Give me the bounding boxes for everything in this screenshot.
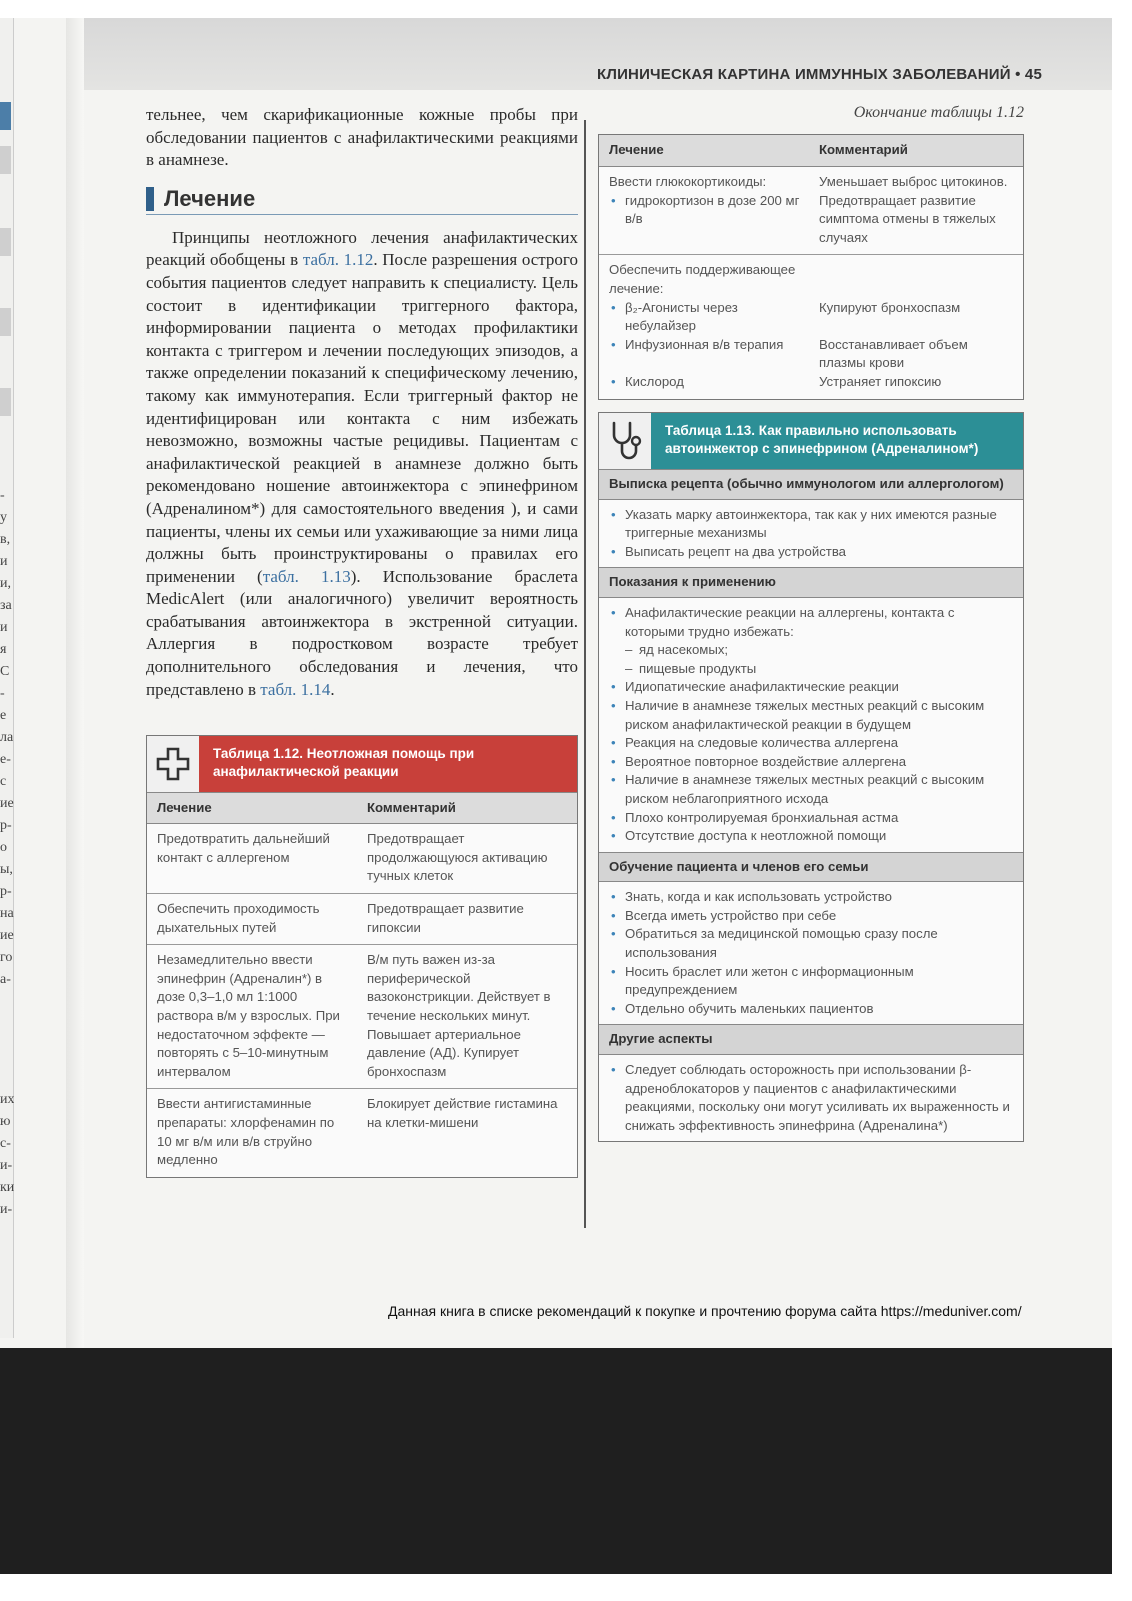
left-column	[146, 104, 578, 1178]
list-item: • Всегда иметь устройство при себе	[609, 907, 1013, 926]
section-heading: Выписка рецепта (обычно иммунологом или аллергологом)	[599, 469, 1023, 500]
bleed-fragment: р-	[0, 818, 12, 833]
treatment-cell: Незамедлительно ввести эпинефрин (Адреналин*) в дозе 0,3–1,0 мл 1:1000 раствора в/м у взрослых. При недостаточном эффекте — повторять с 5–10-минутным интервалом	[157, 952, 340, 1079]
bleed-fragment: и	[0, 554, 8, 569]
intro-paragraph: тельнее, чем скарификационные кожные пробы при обследовании пациентов с анафилактическими реакциями в анамнезе.	[146, 105, 578, 170]
list-item: • β₂-Агонисты через небулайзер	[609, 299, 801, 336]
list-item: • Анафилактические реакции на аллергены, контакта с которыми трудно избежать:	[609, 604, 1013, 641]
section-bar-icon	[146, 187, 154, 211]
treatment-cell	[599, 299, 811, 336]
gutter-tab	[0, 308, 11, 336]
continuation-label: Окончание таблицы 1.12	[853, 104, 1024, 121]
bleed-fragment: в,	[0, 532, 11, 547]
scan-right-margin	[1112, 0, 1132, 1601]
column-header-treatment: Лечение	[157, 799, 212, 815]
bleed-fragment: и,	[0, 576, 11, 591]
section-body	[599, 1055, 1023, 1141]
comment-cell: Восстанавливает объем плазмы крови	[819, 336, 968, 371]
bleed-fragment: го	[0, 950, 13, 965]
table-link-1-13[interactable]: табл. 1.13	[262, 566, 351, 586]
list-item: • Кислород	[609, 373, 801, 392]
bleed-fragment: о	[0, 840, 7, 855]
text-run: . После разрешения острого события пациентов следует направить к специалисту. Цель состоит в идентификации триггерного фактора, информировании пациента о методах профилактики контакта с триггером и лечении последующих эпизодов, а также определении показаний к специфическому лечению, такому как иммунотерапия. Если триггерный фактор не идентифицирован или контакта с ним избежать невозможно, возможны частые рецидивы. Пациентам с анафилактической реакцией в анамнезе должно быть рекомендовано ношение автоинжектора с эпинефрином (Адреналином*) для самостоятельного введения ), и сами пациенты, члены их семьи или ухаживающие за ними лица должны быть проинструктированы о правилах его применении (	[146, 250, 578, 586]
treatment-cell	[599, 336, 811, 373]
table-column-headers	[599, 135, 1023, 167]
list-item: • Реакция на следовые количества аллергена	[609, 734, 1013, 753]
table-body	[147, 824, 577, 1177]
gutter-tab	[0, 102, 11, 130]
bleed-fragment: с	[0, 774, 7, 789]
cell-text: Обеспечить поддерживающее лечение:	[609, 262, 796, 296]
bleed-fragment: е	[0, 708, 7, 723]
medical-cross-icon	[147, 736, 199, 792]
list-item: • Наличие в анамнезе тяжелых местных реакций с высоким риском анафилактической реакции в будущем	[609, 697, 1013, 734]
section-heading: Показания к применению	[599, 567, 1023, 598]
bleed-fragment: -	[0, 686, 5, 701]
supportive-cell	[599, 261, 1023, 391]
bleed-fragment: ла	[0, 730, 14, 745]
table-row	[147, 1089, 577, 1176]
bullet-list	[609, 1061, 1013, 1135]
supportive-item-row	[599, 299, 1023, 336]
bullet-list	[609, 336, 801, 355]
treatment-cell	[599, 173, 811, 247]
table-1-13	[598, 412, 1024, 1142]
list-item: • Инфузионная в/в терапия	[609, 336, 801, 355]
table-column-headers	[147, 792, 577, 824]
table-link-1-14[interactable]: табл. 1.14	[260, 679, 331, 699]
bleed-fragment: С	[0, 664, 10, 679]
table-row	[147, 945, 577, 1089]
list-item: • Идиопатические анафилактические реакции	[609, 678, 1013, 697]
comment-cell: В/м путь важен из-за периферической вазоконстрикции. Действует в течение нескольких минут. Повышает артериальное давление (АД). Купирует бронхоспазм	[367, 952, 551, 1079]
bleed-fragment: у	[0, 510, 7, 525]
text-run: Принципы неотложного лечения анафилактических реакций обобщены в	[146, 227, 578, 270]
comment-cell: Устраняет гипоксию	[819, 373, 942, 389]
comment-cell: Предотвращает продолжающуюся активацию тучных клеток	[367, 831, 548, 884]
bleed-fragment: с-	[0, 1136, 11, 1151]
table-row	[147, 894, 577, 945]
column-header-comment: Комментарий	[367, 799, 456, 815]
sub-list-item: – яд насекомых;	[625, 641, 1013, 660]
page-fold-shadow	[66, 18, 84, 1348]
list-item: • Отсутствие доступа к неотложной помощи	[609, 827, 1013, 846]
list-item: • Знать, когда и как использовать устройство	[609, 888, 1013, 907]
list-item: • Обратиться за медицинской помощью сразу после использования	[609, 925, 1013, 962]
table-link-1-12[interactable]: табл. 1.12	[302, 250, 374, 270]
comment-cell: Предотвращает развитие гипоксии	[367, 901, 524, 935]
bullet-list	[609, 373, 801, 392]
list-item: • Выписать рецепт на два устройства	[609, 543, 1013, 562]
bleed-fragment: ю	[0, 1114, 11, 1129]
treatment-cell: Обеспечить проходимость дыхательных путей	[157, 901, 320, 935]
bleed-fragment: ие	[0, 796, 14, 811]
sub-list-item: – пищевые продукты	[625, 660, 1013, 679]
table-title: Таблица 1.13. Как правильно использовать автоинжектор с эпинефрином (Адреналином*)	[651, 413, 1023, 469]
treatment-paragraph	[146, 227, 578, 701]
list-item: • гидрокортизон в дозе 200 мг в/в	[609, 192, 801, 229]
gutter-tab	[0, 146, 11, 174]
bullet-list	[609, 506, 1013, 562]
bullet-list	[609, 604, 1013, 641]
bleed-fragment: ие	[0, 928, 14, 943]
dash-list	[609, 641, 1013, 678]
scanner-bed	[0, 1348, 1132, 1601]
table-1-12-continued	[598, 134, 1024, 400]
cell-text: Ввести глюкокортикоиды:	[609, 174, 767, 189]
bleed-fragment: р-	[0, 884, 12, 899]
table-1-12	[146, 735, 578, 1178]
bullet-list	[609, 299, 801, 336]
treatment-cell: Предотвратить дальнейший контакт с аллергеном	[157, 831, 330, 865]
footer-note: Данная книга в списке рекомендаций к покупке и прочтению форума сайта https://meduniver.com/	[388, 1303, 1022, 1319]
bleed-fragment: и	[0, 620, 8, 635]
bleed-fragment: и-	[0, 1202, 13, 1217]
list-item: • Указать марку автоинжектора, так как у них имеются разные триггерные механизмы	[609, 506, 1013, 543]
running-head: КЛИНИЧЕСКАЯ КАРТИНА ИММУННЫХ ЗАБОЛЕВАНИЙ • 45	[596, 66, 1042, 83]
bleed-fragment: за	[0, 598, 12, 613]
stethoscope-icon	[599, 413, 651, 469]
list-item: • Отдельно обучить маленьких пациентов	[609, 1000, 1013, 1019]
comment-cell: Блокирует действие гистамина на клетки-мишени	[367, 1096, 558, 1130]
section-body	[599, 500, 1023, 568]
bleed-fragment: ы,	[0, 862, 13, 877]
section-heading	[146, 186, 578, 215]
bleed-fragment: а-	[0, 972, 11, 987]
section-title: Лечение	[164, 185, 256, 211]
comment-cell: Купируют бронхоспазм	[819, 299, 961, 315]
comment-cell: Уменьшает выброс цитокинов. Предотвращает развитие симптома отмены в тяжелых случаях	[819, 174, 1008, 245]
treatment-cell: Ввести антигистаминные препараты: хлорфенамин по 10 мг в/м или в/в струйно медленно	[157, 1096, 335, 1168]
gutter-tab	[0, 388, 11, 416]
section-heading: Другие аспекты	[599, 1024, 1023, 1055]
bleed-fragment: ки	[0, 1180, 14, 1195]
bleed-fragment: е-	[0, 752, 11, 767]
bleed-fragment: на	[0, 906, 14, 921]
column-header-comment: Комментарий	[819, 142, 908, 158]
supportive-items	[599, 299, 1023, 392]
list-item: • Следует соблюдать осторожность при использовании β-адреноблокаторов у пациентов с анафилактическими реакциями, поскольку они могут усиливать их выраженность и снижать эффективность эпинефрина (Адреналина*)	[609, 1061, 1013, 1135]
bleed-fragment: их	[0, 1092, 14, 1107]
table-row	[147, 824, 577, 894]
list-item: • Плохо контролируемая бронхиальная астма	[609, 809, 1013, 828]
text-run: .	[330, 679, 335, 699]
table-header	[599, 413, 1023, 469]
supportive-item-row	[599, 336, 1023, 373]
table-body	[599, 469, 1023, 1141]
table-row	[599, 255, 1023, 398]
gutter-tab	[0, 228, 11, 256]
bleed-fragment: -	[0, 488, 5, 503]
section-heading: Обучение пациента и членов его семьи	[599, 852, 1023, 883]
section-body	[599, 882, 1023, 1024]
bleed-fragment: я	[0, 642, 7, 657]
table-header	[147, 736, 577, 792]
bullet-list	[609, 888, 1013, 1018]
text-run: ). Использование браслета MedicAlert (или аналогичного) увеличит вероятность срабатывания автоинжектора в экстренной ситуации. Аллергия в подростковом возрасте требует дополнительного обследования и лечения, что представлено в	[146, 566, 578, 699]
column-divider	[584, 120, 586, 1228]
bullet-list	[609, 678, 1013, 845]
list-item: • Носить браслет или жетон с информационным предупреждением	[609, 963, 1013, 1000]
supportive-item-row	[599, 373, 1023, 392]
list-item: • Наличие в анамнезе тяжелых местных реакций с высоким риском неблагоприятного исхода	[609, 771, 1013, 808]
treatment-cell	[599, 373, 811, 392]
section-body	[599, 598, 1023, 852]
bleed-fragment: и-	[0, 1158, 13, 1173]
table-title: Таблица 1.12. Неотложная помощь при анафилактической реакции	[199, 736, 577, 792]
list-item: • Вероятное повторное воздействие аллергена	[609, 753, 1013, 772]
column-header-treatment: Лечение	[609, 142, 664, 158]
table-row	[599, 167, 1023, 255]
